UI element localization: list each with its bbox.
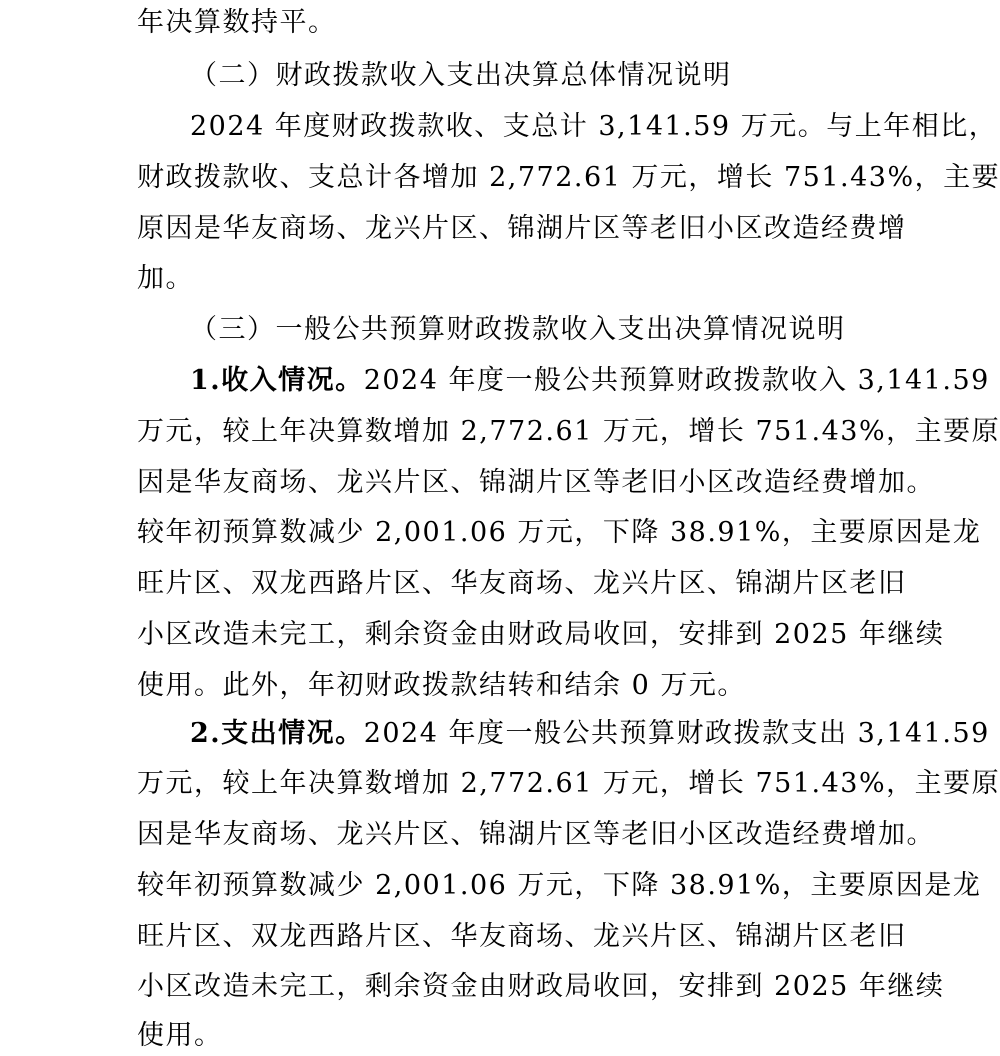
expenditure-text: 2024 年度一般公共预算财政拨款支出 3,141.59 — [363, 718, 990, 749]
paragraph-line: 小区改造未完工，剩余资金由财政局收回，安排到 2025 年继续 — [137, 971, 945, 1002]
income-text: 2024 年度一般公共预算财政拨款收入 3,141.59 — [363, 365, 990, 396]
paragraph-line: 小区改造未完工，剩余资金由财政局收回，安排到 2025 年继续 — [137, 619, 945, 650]
paragraph-line: 万元，较上年决算数增加 2,772.61 万元，增长 751.43%，主要原 — [137, 416, 1000, 447]
section-heading-2: （二）财政拨款收入支出决算总体情况说明 — [190, 60, 732, 91]
paragraph-line — [190, 361, 990, 401]
paragraph-line: 原因是华友商场、龙兴片区、锦湖片区等老旧小区改造经费增 — [137, 213, 907, 244]
paragraph-line — [190, 714, 990, 754]
paragraph-line: 万元，较上年决算数增加 2,772.61 万元，增长 751.43%，主要原 — [137, 768, 1000, 799]
paragraph-line: 加。 — [137, 263, 194, 294]
paragraph-line: 较年初预算数减少 2,001.06 万元，下降 38.91%，主要原因是龙 — [137, 870, 982, 901]
paragraph-line: 旺片区、双龙西路片区、华友商场、龙兴片区、锦湖片区老旧 — [137, 568, 907, 599]
paragraph-line: 使用。此外，年初财政拨款结转和结余 0 万元。 — [137, 670, 746, 701]
paragraph-line: 2024 年度财政拨款收、支总计 3,141.59 万元。与上年相比， — [190, 111, 998, 142]
paragraph-line: 年决算数持平。 — [137, 7, 337, 38]
paragraph-line: 较年初预算数减少 2,001.06 万元，下降 38.91%，主要原因是龙 — [137, 517, 982, 548]
section-heading-3: （三）一般公共预算财政拨款收入支出决算情况说明 — [190, 314, 846, 345]
income-subheading: 1.收入情况。 — [190, 365, 364, 396]
paragraph-line: 因是华友商场、龙兴片区、锦湖片区等老旧小区改造经费增加。 — [137, 467, 935, 498]
paragraph-line: 财政拨款收、支总计各增加 2,772.61 万元，增长 751.43%，主要 — [137, 162, 1000, 193]
paragraph-line: 使用。 — [137, 1020, 223, 1051]
paragraph-line: 因是华友商场、龙兴片区、锦湖片区等老旧小区改造经费增加。 — [137, 819, 935, 850]
paragraph-line: 旺片区、双龙西路片区、华友商场、龙兴片区、锦湖片区老旧 — [137, 921, 907, 952]
expenditure-subheading: 2.支出情况。 — [190, 718, 364, 749]
